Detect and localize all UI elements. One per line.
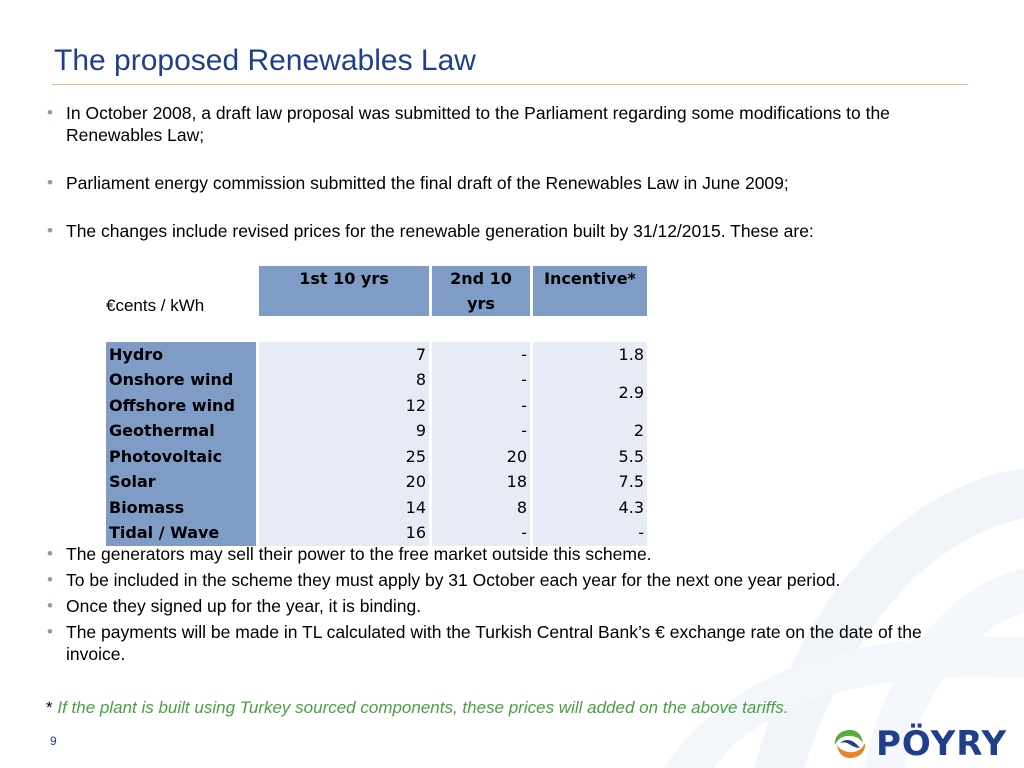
- header-second-10-yrs: 2nd 10 yrs: [432, 266, 530, 316]
- table-row: [106, 342, 647, 368]
- table-row: [106, 495, 647, 521]
- table-header-row: [106, 266, 647, 316]
- value-incentive-wind: 2.9: [533, 367, 647, 418]
- row-label: Photovoltaic: [106, 444, 256, 470]
- value-incentive: 5.5: [533, 444, 647, 470]
- bullet-item: • The changes include revised prices for the renewable generation built by 31/12/2015. These are:: [46, 220, 981, 242]
- closing-bullet-list: [46, 543, 981, 669]
- value-first: 20: [259, 469, 429, 495]
- value-second: -: [432, 418, 530, 444]
- poyry-logo: [830, 726, 1007, 762]
- value-first: 12: [259, 393, 429, 419]
- value-first: 8: [259, 367, 429, 393]
- intro-bullet-list: [46, 102, 981, 268]
- value-second: 8: [432, 495, 530, 521]
- bullet-item: • The generators may sell their power to the free market outside this scheme.: [46, 543, 981, 565]
- footnote: [46, 698, 788, 718]
- value-incentive: 2: [533, 418, 647, 444]
- poyry-swirl-icon: [830, 726, 870, 762]
- title-divider: [52, 84, 968, 85]
- footnote-text: If the plant is built using Turkey sourced components, these prices will added on the above tariffs.: [57, 698, 789, 717]
- row-label: Offshore wind: [106, 393, 256, 419]
- value-first: 9: [259, 418, 429, 444]
- footnote-marker: *: [46, 698, 53, 717]
- value-incentive: 1.8: [533, 342, 647, 368]
- row-label: Solar: [106, 469, 256, 495]
- value-incentive: -: [533, 520, 647, 546]
- table-row: [106, 418, 647, 444]
- table-row: [106, 469, 647, 495]
- header-first-10-yrs: 1st 10 yrs: [259, 266, 429, 316]
- page-number: 9: [50, 734, 57, 748]
- value-first: 7: [259, 342, 429, 368]
- bullet-item: • In October 2008, a draft law proposal was submitted to the Parliament regarding some modifications to the Renewables Law;: [46, 102, 981, 146]
- tariff-table: [103, 266, 650, 546]
- bullet-item: • Once they signed up for the year, it is binding.: [46, 595, 981, 617]
- slide-title: The proposed Renewables Law: [54, 44, 476, 77]
- value-incentive: 4.3: [533, 495, 647, 521]
- logo-wordmark: PÖYRY: [876, 724, 1008, 764]
- value-second: -: [432, 520, 530, 546]
- table-row: [106, 444, 647, 470]
- bullet-item: • To be included in the scheme they must apply by 31 October each year for the next one year period.: [46, 569, 981, 591]
- value-second: -: [432, 393, 530, 419]
- value-first: 14: [259, 495, 429, 521]
- value-second: 18: [432, 469, 530, 495]
- value-incentive: 7.5: [533, 469, 647, 495]
- row-label: Biomass: [106, 495, 256, 521]
- bullet-item: • The payments will be made in TL calculated with the Turkish Central Bank’s € exchange rate on the date of the invoice.: [46, 621, 981, 665]
- header-incentive: Incentive*: [533, 266, 647, 316]
- value-second: -: [432, 367, 530, 393]
- table-row: [106, 520, 647, 546]
- value-second: -: [432, 342, 530, 368]
- row-label: Geothermal: [106, 418, 256, 444]
- bullet-item: • Parliament energy commission submitted the final draft of the Renewables Law in June 2009;: [46, 172, 981, 194]
- row-label: Onshore wind: [106, 367, 256, 393]
- value-first: 25: [259, 444, 429, 470]
- row-label: Tidal / Wave: [106, 520, 256, 546]
- row-label: Hydro: [106, 342, 256, 368]
- value-second: 20: [432, 444, 530, 470]
- table-row: [106, 367, 647, 393]
- unit-label: €cents / kWh: [106, 296, 205, 315]
- value-first: 16: [259, 520, 429, 546]
